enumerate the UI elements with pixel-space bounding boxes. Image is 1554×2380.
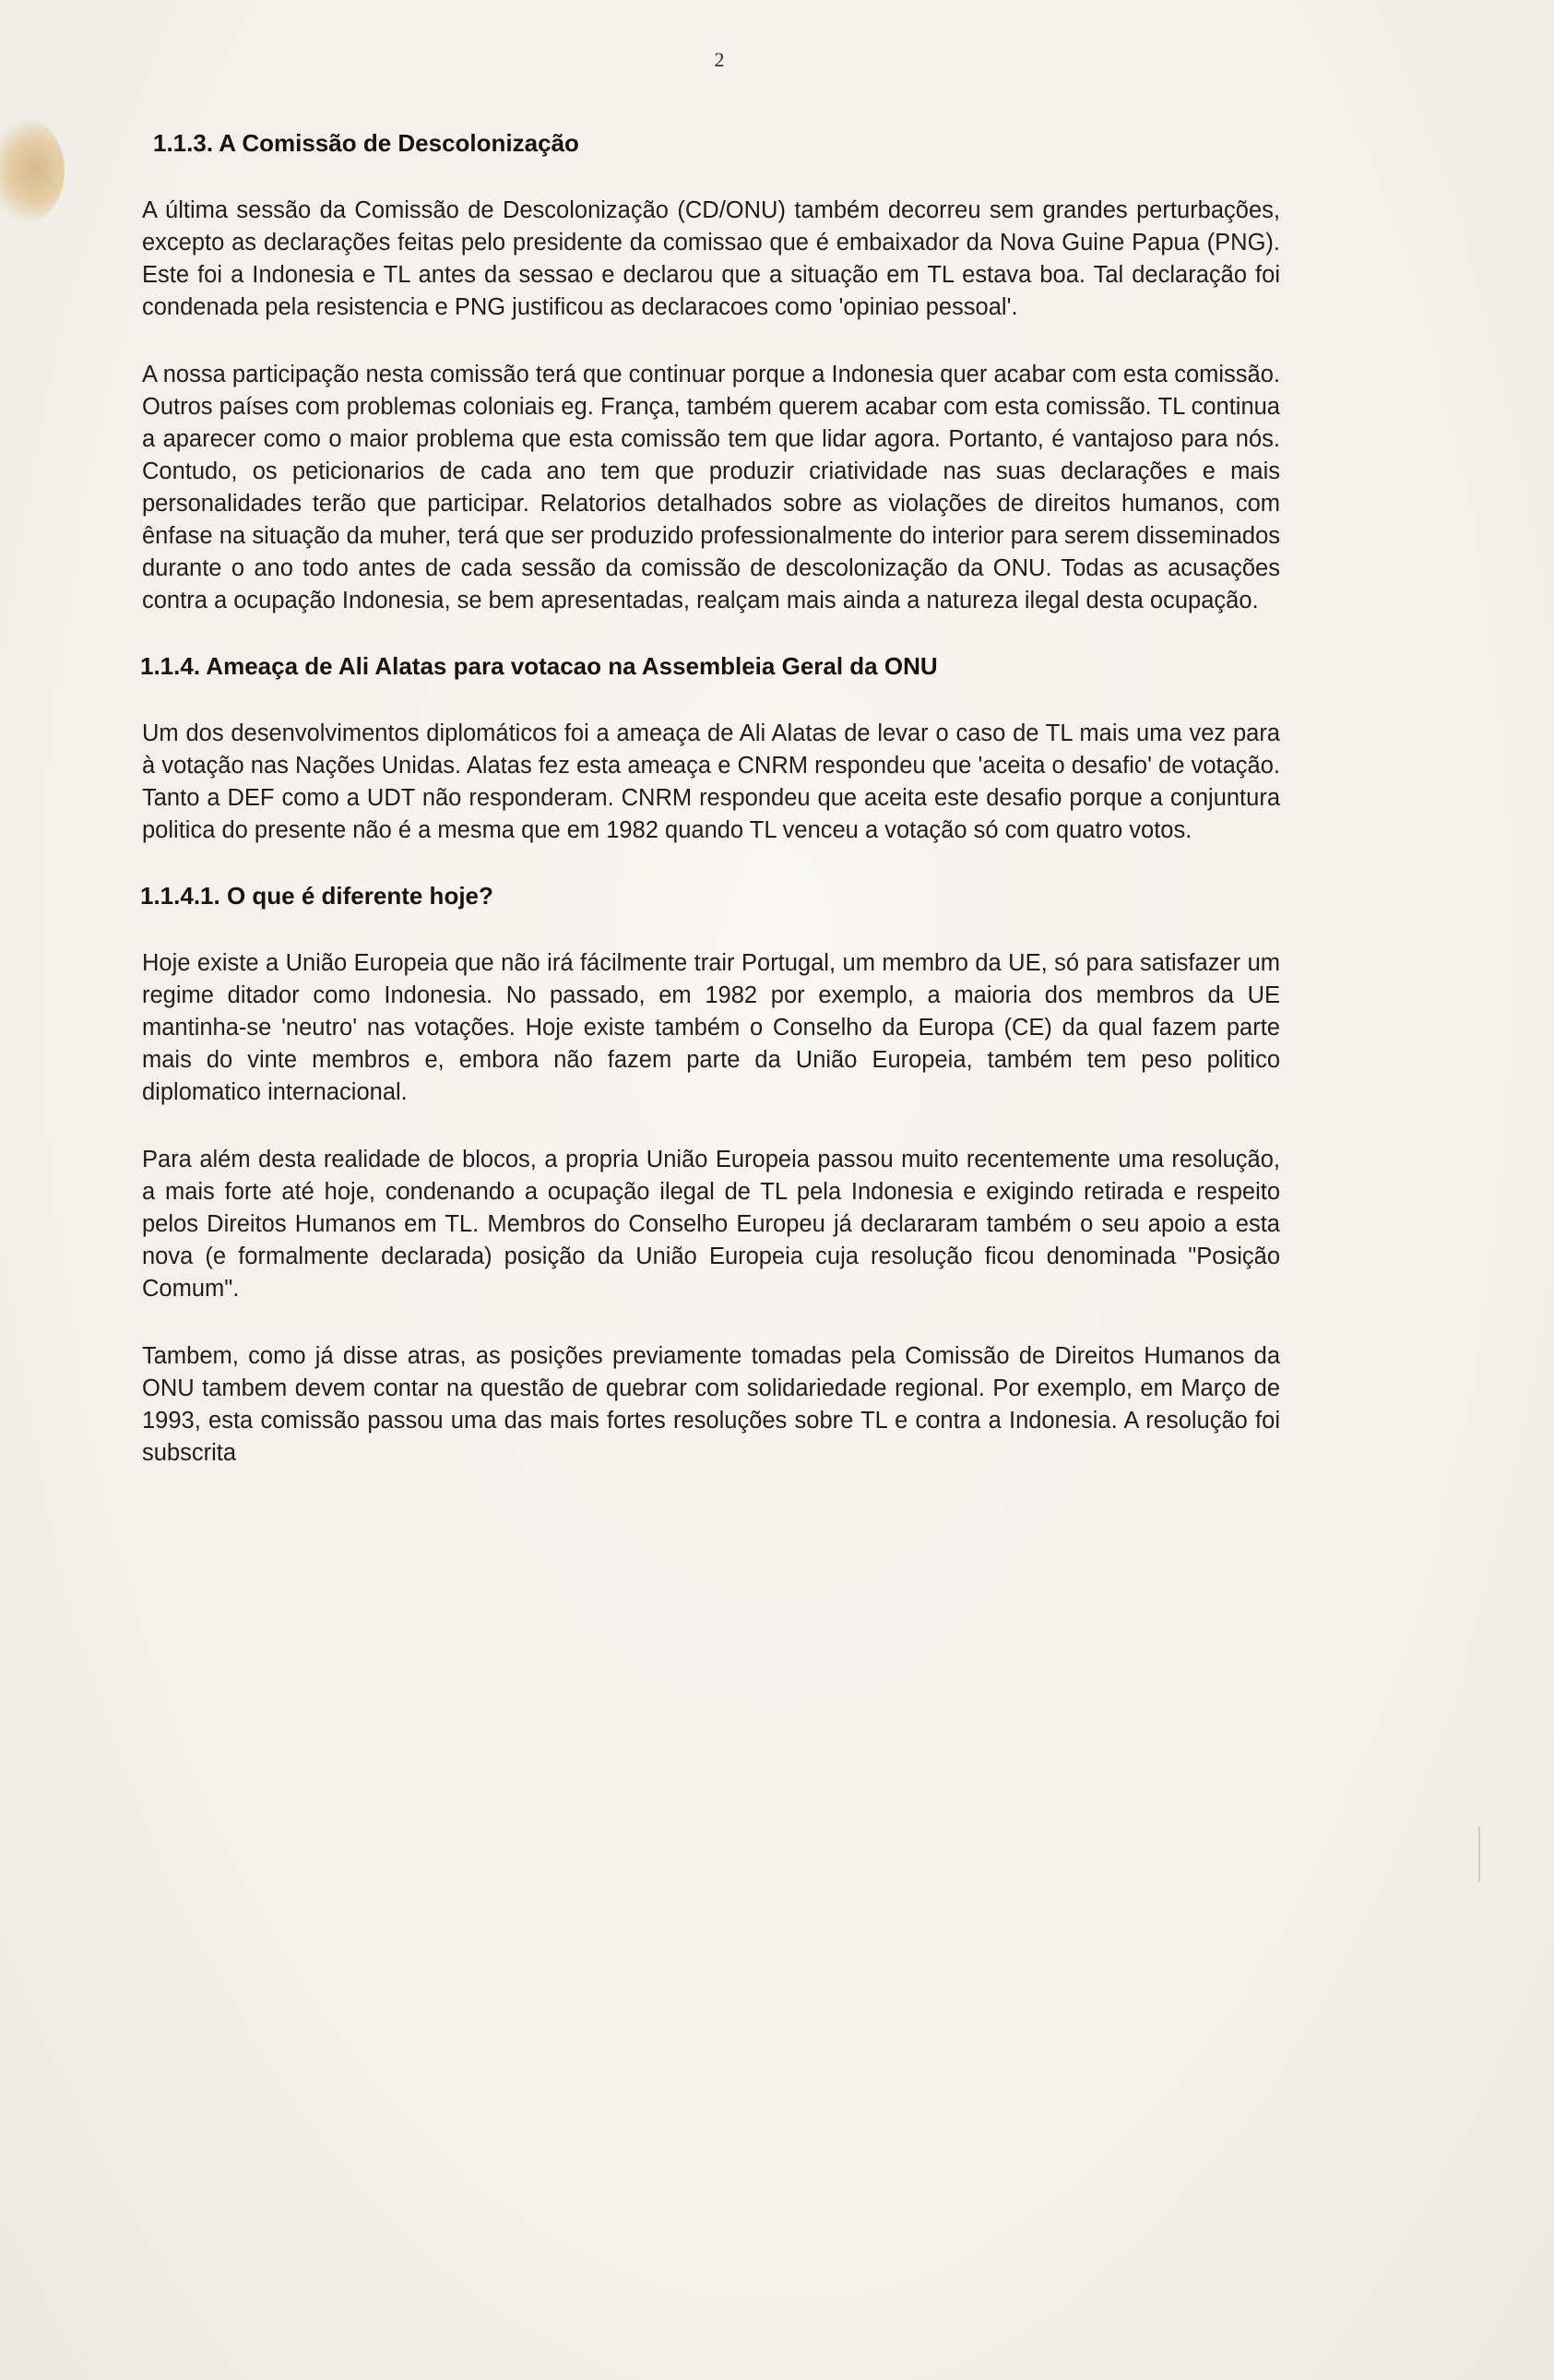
section-heading: 1.1.3. A Comissão de Descolonização [153, 129, 579, 157]
paragraph: A nossa participação nesta comissão terá que continuar porque a Indonesia quer acabar com esta comissão. Outros países com problemas coloniais eg. França, também querem acabar com esta comissão. TL continua a aparecer como o maior problema que esta comissão tem que lidar agora. Portanto, é vantajoso para nós. Contudo, os peticionarios de cada ano tem que produzir criatividade nas suas declarações e mais personalidades terão que participar. Relatorios detalhados sobre as violações de direitos humanos, com ênfase na situação da muher, terá que ser produzido professionalmente do interior para serem disseminados durante o ano todo antes de cada sessão da comissão de descolonização da ONU. Todas as acusações contra a ocupação Indonesia, se bem apresentadas, realçam mais ainda a natureza ilegal desta ocupação. [142, 362, 1280, 613]
section-heading: 1.1.4. Ameaça de Ali Alatas para votacao na Assembleia Geral da ONU [140, 652, 938, 680]
paper-fold-mark [1478, 1827, 1480, 1882]
section-heading: 1.1.4.1. O que é diferente hoje? [140, 882, 493, 910]
paragraph: Um dos desenvolvimentos diplomáticos foi a ameaça de Ali Alatas de levar o caso de TL mais uma vez para à votação nas Nações Unidas. Alatas fez esta ameaça e CNRM respondeu que 'aceita o desafio' de votação. Tanto a DEF como a UDT não responderam. CNRM respondeu que aceita este desafio porque a conjuntura politica do presente não é a mesma que em 1982 quando TL venceu a votação só com quatro votos. [142, 720, 1280, 843]
paragraph: A última sessão da Comissão de Descolonização (CD/ONU) também decorreu sem grandes perturbações, excepto as declarações feitas pelo presidente da comissao que é embaixador da Nova Guine Papua (PNG). Este foi a Indonesia e TL antes da sessao e declarou que a situação em TL estava boa. Tal declaração foi condenada pela resistencia e PNG justificou as declaracoes como 'opiniao pessoal'. [142, 197, 1280, 320]
document-body [136, 129, 1280, 1505]
section-ameaca-ali-alatas [136, 652, 1280, 847]
paragraph: Hoje existe a União Europeia que não irá fácilmente trair Portugal, um membro da UE, só para satisfazer um regime ditador como Indonesia. No passado, em 1982 por exemplo, a maioria dos membros da UE mantinha-se 'neutro' nas votações. Hoje existe também o Conselho da Europa (CE) da qual fazem parte mais do vinte membros e, embora não fazem parte da União Europeia, também tem peso politico diplomatico internacional. [142, 950, 1280, 1105]
paper-stain [0, 120, 65, 221]
page-number: 2 [714, 48, 725, 71]
section-o-que-e-diferente-hoje [136, 882, 1280, 1470]
section-comissao-descolonizacao [136, 129, 1280, 617]
paragraph: Tambem, como já disse atras, as posições previamente tomadas pela Comissão de Direitos Humanos da ONU tambem devem contar na questão de quebrar com solidariedade regional. Por exemplo, em Março de 1993, esta comissão passou uma das mais fortes resoluções sobre TL e contra a Indonesia. A resolução foi subscrita [142, 1343, 1280, 1466]
paragraph: Para além desta realidade de blocos, a propria União Europeia passou muito recentemente uma resolução, a mais forte até hoje, condenando a ocupação ilegal de TL pela Indonesia e exigindo retirada e respeito pelos Direitos Humanos em TL. Membros do Conselho Europeu já declararam também o seu apoio a esta nova (e formalmente declarada) posição da União Europeia cuja resolução ficou denominada "Posição Comum". [142, 1147, 1280, 1302]
